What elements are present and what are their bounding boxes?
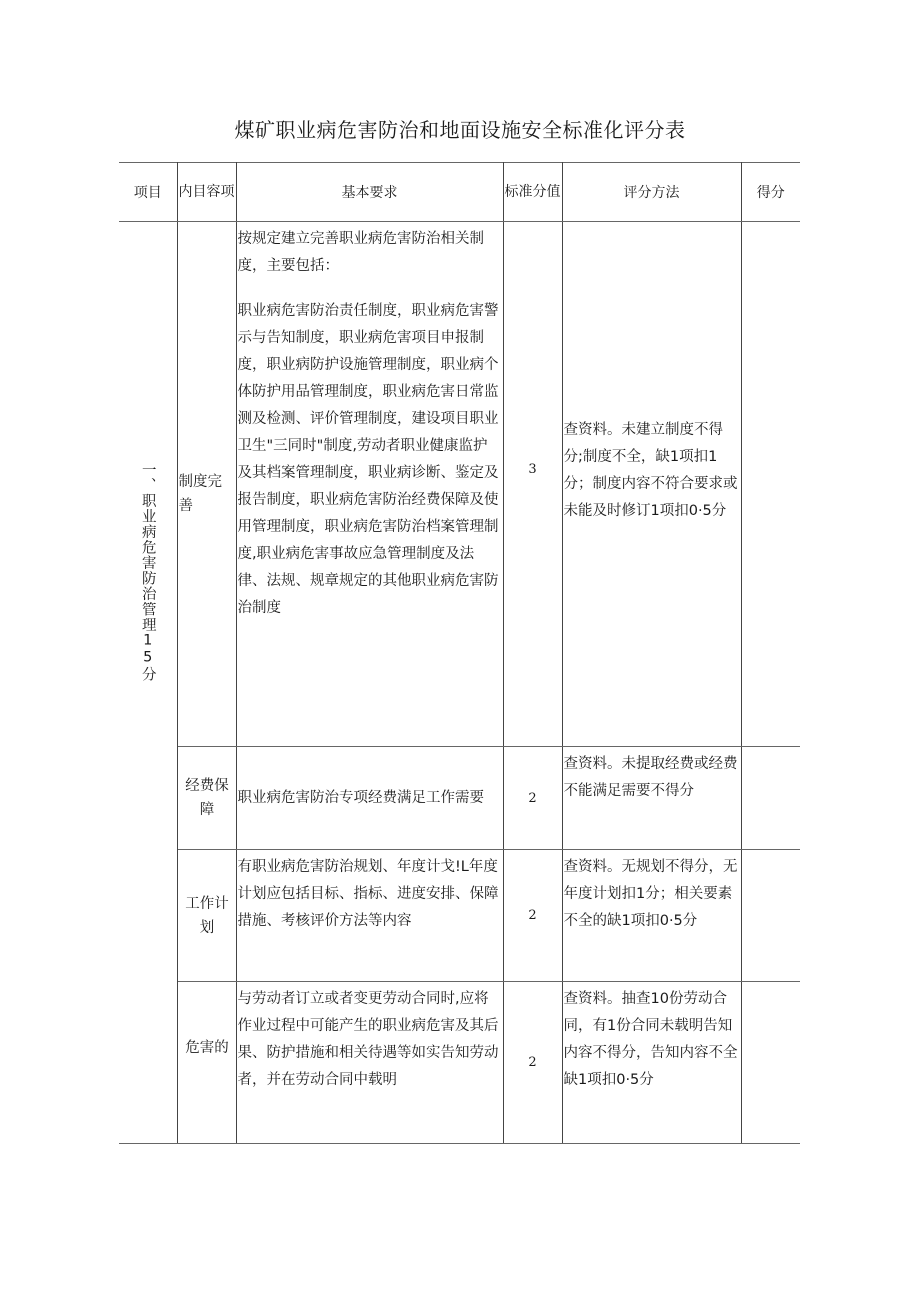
header-score: 得分 bbox=[741, 163, 800, 222]
table-row bbox=[119, 982, 800, 1144]
standard-score: 3 bbox=[503, 222, 562, 747]
section-label: 一、职业病危害防治管理15分 bbox=[139, 462, 156, 682]
content-item: 制度完善 bbox=[177, 222, 236, 747]
score-cell bbox=[741, 982, 800, 1144]
standard-score: 2 bbox=[503, 747, 562, 850]
requirement-cell: 职业病危害防治专项经费满足工作需要 bbox=[236, 747, 503, 850]
header-scoring-method: 评分方法 bbox=[562, 163, 741, 222]
standard-score: 2 bbox=[503, 850, 562, 982]
scoring-table bbox=[119, 162, 800, 1144]
content-item: 工作计划 bbox=[177, 850, 236, 982]
table-row bbox=[119, 850, 800, 982]
scoring-method bbox=[562, 982, 741, 1144]
requirement-cell bbox=[236, 222, 503, 747]
scoring-method: 查资料。未建立制度不得分;制度不全，缺1项扣1分；制度内容不符合要求或未能及时修订1项扣0·5分 bbox=[562, 222, 741, 747]
scoring-method-tail: 缺1项扣0·5分 bbox=[563, 1072, 654, 1088]
section-label-cell bbox=[119, 222, 177, 1144]
table-row bbox=[119, 222, 800, 747]
requirement-cell: 有职业病危害防治规划、年度计戈!L年度计划应包括目标、指标、进度安排、保障措施、考核评价方法等内容 bbox=[236, 850, 503, 982]
header-requirement: 基本要求 bbox=[236, 163, 503, 222]
score-cell bbox=[741, 850, 800, 982]
requirement-intro: 按规定建立完善职业病危害防治相关制度，主要包括： bbox=[237, 231, 484, 274]
table-row bbox=[119, 747, 800, 850]
scoring-method-main: 查资料。抽查10份劳动合同，有1份合同未载明告知内容不得分，告知内容不全 bbox=[563, 991, 738, 1061]
scoring-method: 查资料。未提取经费或经费不能满足需要不得分 bbox=[562, 747, 741, 850]
page-title: 煤矿职业病危害防治和地面设施安全标准化评分表 bbox=[234, 118, 686, 142]
header-project: 项目 bbox=[119, 163, 177, 222]
header-content-item: 内目容项 bbox=[177, 163, 236, 222]
requirement-text: 职业病危害防治责任制度，职业病危害警示与告知制度，职业病危害项目申报制度，职业病防护设施管理制度，职业病个体防护用品管理制度，职业病危害日常监测及检测、评价管理制度，建设项目职业卫生"三同时"制度,劳动者职业健康监护及其档案管理制度，职业病诊断、鉴定及报告制度，职业病危害防治经费保障及使用管理制度，职业病危害防治档案管理制度,职业病危害事故应急管理制度及法律、法规、规章规定的其他职业病危害防治制度 bbox=[237, 303, 499, 616]
header-standard-score: 标准分值 bbox=[503, 163, 562, 222]
score-cell bbox=[741, 747, 800, 850]
content-item: 危害的 bbox=[177, 982, 236, 1144]
header-row bbox=[119, 163, 800, 222]
standard-score: 2 bbox=[503, 982, 562, 1144]
requirement-cell: 与劳动者订立或者变更劳动合同时,应将作业过程中可能产生的职业病危害及其后果、防护措施和相关待遇等如实告知劳动者，并在劳动合同中载明 bbox=[236, 982, 503, 1144]
content-item: 经费保障 bbox=[177, 747, 236, 850]
scoring-method: 查资料。无规划不得分，无年度计划扣1分；相关要素不全的缺1项扣0·5分 bbox=[562, 850, 741, 982]
score-cell bbox=[741, 222, 800, 747]
